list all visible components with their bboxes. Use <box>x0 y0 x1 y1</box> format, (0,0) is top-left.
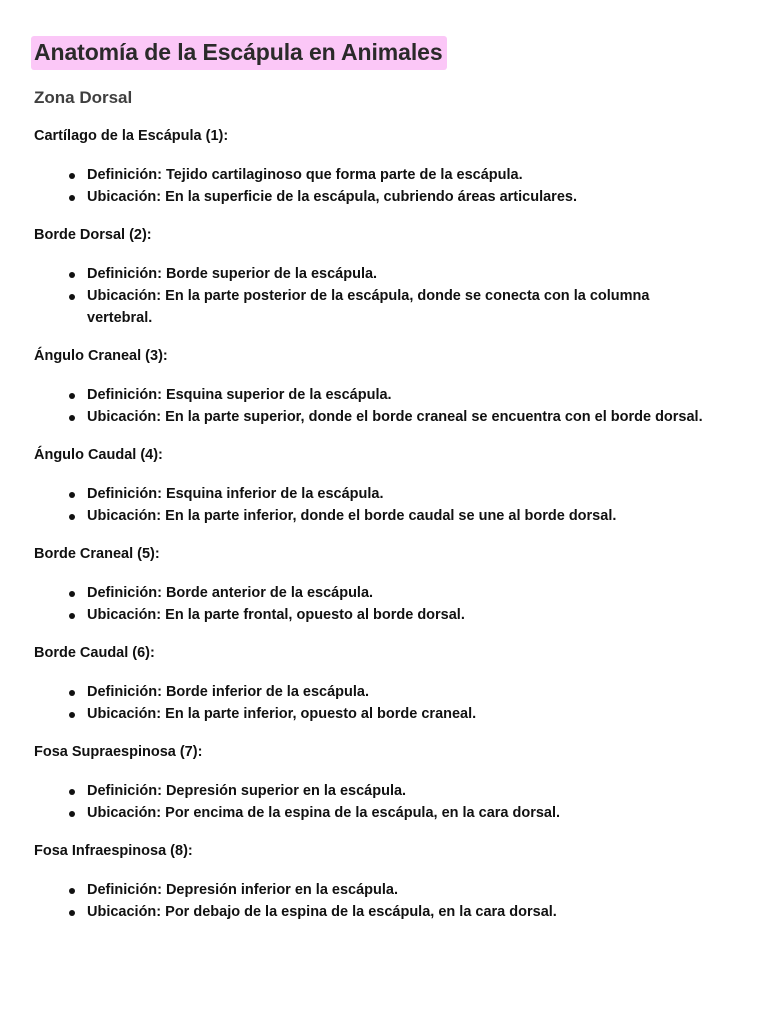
list-item-text: Definición: Esquina inferior de la escápula. <box>87 486 384 502</box>
bullet-list <box>34 681 734 725</box>
section <box>34 445 734 527</box>
section-heading: Ángulo Craneal (3): <box>34 348 168 364</box>
bullet-icon <box>69 613 75 619</box>
list-item-text: Definición: Esquina superior de la escápula. <box>87 387 392 403</box>
bullet-icon <box>69 393 75 399</box>
section <box>34 346 734 428</box>
section <box>34 742 734 824</box>
section <box>34 643 734 725</box>
bullet-icon <box>69 294 75 300</box>
section-heading: Ángulo Caudal (4): <box>34 447 163 463</box>
bullet-list <box>34 879 734 923</box>
list-item-text: Ubicación: Por encima de la espina de la escápula, en la cara dorsal. <box>87 805 561 821</box>
list-item-text: Ubicación: En la parte posterior de la escápula, donde se conecta con la columna vertebral. <box>87 288 650 326</box>
bullet-icon <box>69 415 75 421</box>
bullet-list <box>34 164 734 208</box>
bullet-icon <box>69 591 75 597</box>
list-item <box>87 164 734 186</box>
bullet-icon <box>69 789 75 795</box>
sections-container <box>34 126 734 923</box>
list-item-text: Definición: Borde superior de la escápula. <box>87 266 378 282</box>
bullet-icon <box>69 690 75 696</box>
bullet-icon <box>69 492 75 498</box>
list-item <box>87 802 734 824</box>
list-item-text: Ubicación: En la parte inferior, donde el borde caudal se une al borde dorsal. <box>87 508 617 524</box>
bullet-icon <box>69 514 75 520</box>
list-item <box>87 780 734 802</box>
bullet-list <box>34 780 734 824</box>
list-item-text: Ubicación: En la parte frontal, opuesto al borde dorsal. <box>87 607 465 623</box>
list-item <box>87 285 734 329</box>
list-item-text: Ubicación: En la parte inferior, opuesto al borde craneal. <box>87 706 477 722</box>
section <box>34 225 734 329</box>
list-item <box>87 505 734 527</box>
list-item <box>87 582 734 604</box>
list-item-text: Definición: Borde anterior de la escápula. <box>87 585 374 601</box>
section <box>34 841 734 923</box>
list-item <box>87 604 734 626</box>
section-heading: Fosa Supraespinosa (7): <box>34 744 203 760</box>
list-item <box>87 186 734 208</box>
bullet-icon <box>69 712 75 718</box>
list-item <box>87 406 734 428</box>
list-item <box>87 681 734 703</box>
bullet-icon <box>69 888 75 894</box>
list-item <box>87 483 734 505</box>
section-heading: Cartílago de la Escápula (1): <box>34 128 229 144</box>
bullet-icon <box>69 272 75 278</box>
bullet-icon <box>69 811 75 817</box>
section-subtitle: Zona Dorsal <box>34 88 133 107</box>
list-item <box>87 384 734 406</box>
list-item-text: Definición: Depresión superior en la escápula. <box>87 783 407 799</box>
list-item-text: Ubicación: En la parte superior, donde el borde craneal se encuentra con el borde dorsal. <box>87 409 703 425</box>
list-item <box>87 901 734 923</box>
bullet-list <box>34 263 734 329</box>
list-item-text: Ubicación: Por debajo de la espina de la escápula, en la cara dorsal. <box>87 904 557 920</box>
section <box>34 544 734 626</box>
section-heading: Fosa Infraespinosa (8): <box>34 843 193 859</box>
bullet-icon <box>69 910 75 916</box>
bullet-list <box>34 483 734 527</box>
bullet-list <box>34 384 734 428</box>
list-item-text: Definición: Depresión inferior en la escápula. <box>87 882 399 898</box>
section-heading: Borde Craneal (5): <box>34 546 160 562</box>
list-item-text: Definición: Tejido cartilaginoso que forma parte de la escápula. <box>87 167 523 183</box>
list-item <box>87 879 734 901</box>
page-title: Anatomía de la Escápula en Animales <box>31 36 447 70</box>
bullet-icon <box>69 173 75 179</box>
section-heading: Borde Dorsal (2): <box>34 227 152 243</box>
list-item <box>87 263 734 285</box>
section-heading: Borde Caudal (6): <box>34 645 155 661</box>
bullet-icon <box>69 195 75 201</box>
bullet-list <box>34 582 734 626</box>
list-item-text: Definición: Borde inferior de la escápula. <box>87 684 370 700</box>
list-item <box>87 703 734 725</box>
list-item-text: Ubicación: En la superficie de la escápula, cubriendo áreas articulares. <box>87 189 577 205</box>
section <box>34 126 734 208</box>
